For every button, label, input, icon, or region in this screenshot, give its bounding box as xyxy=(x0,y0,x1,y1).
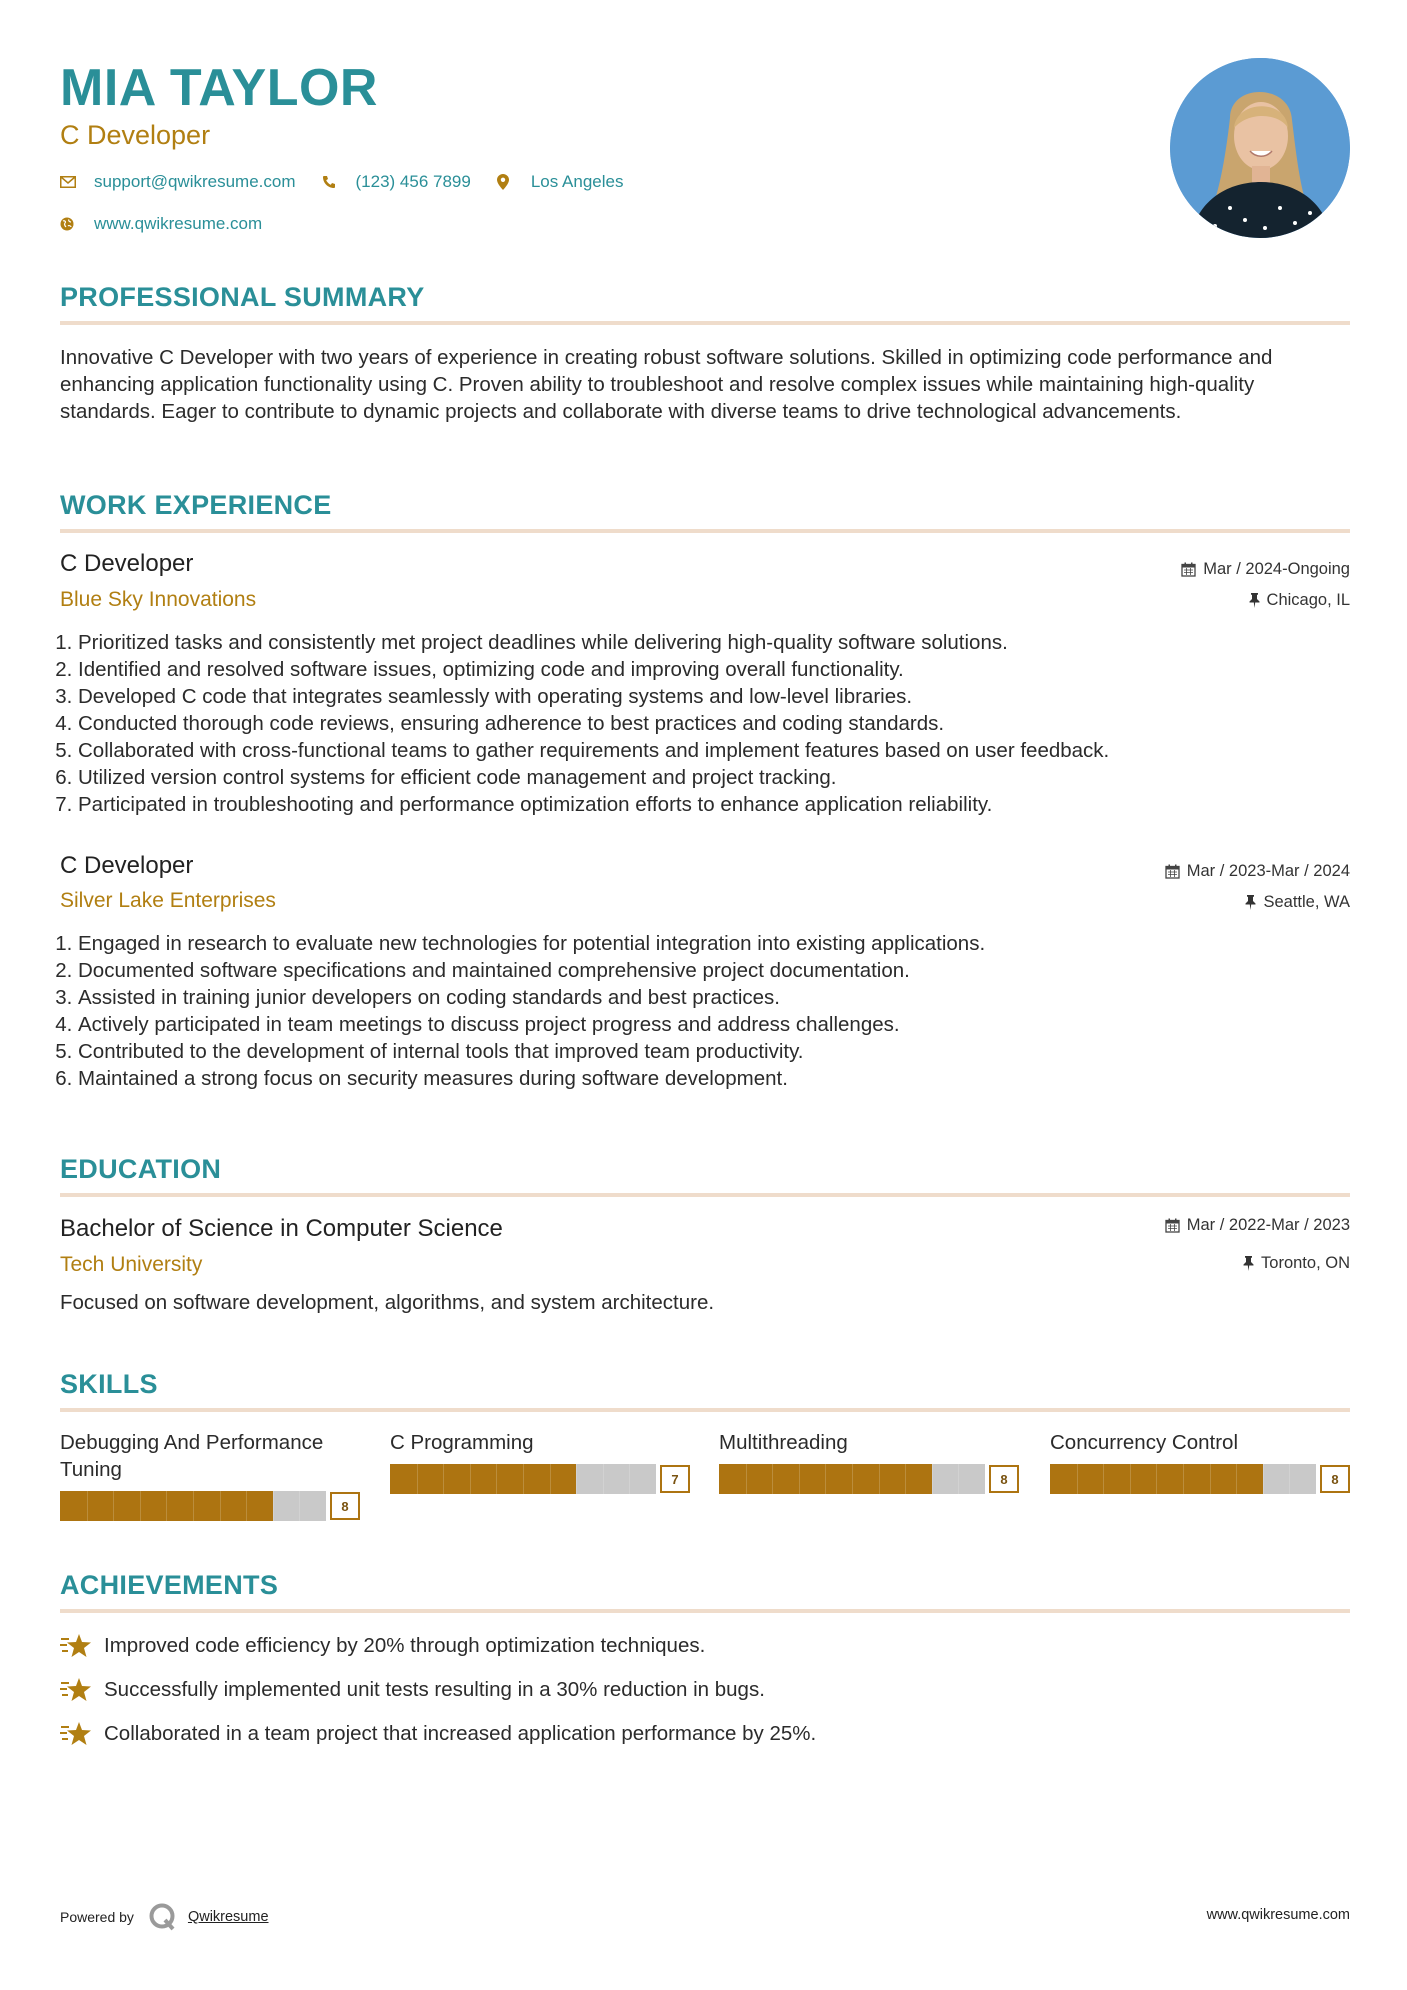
skill-bar-segment xyxy=(772,1464,773,1494)
skill-bar-track xyxy=(1050,1464,1316,1494)
skill-item xyxy=(719,1429,1019,1487)
job-company: Silver Lake Enterprises xyxy=(60,889,276,912)
skill-bar-segment xyxy=(166,1491,167,1521)
skill-bar-segment xyxy=(140,1491,141,1521)
contact-row xyxy=(60,172,649,192)
section-title-achievements: ACHIEVEMENTS xyxy=(60,1570,279,1600)
skill-bar-segment xyxy=(1236,1464,1237,1494)
skill-level-bar xyxy=(719,1464,1019,1494)
skill-bar-segment xyxy=(1210,1464,1211,1494)
pushpin-icon xyxy=(1249,593,1260,608)
education-dates xyxy=(1165,1216,1350,1235)
pushpin-icon xyxy=(1245,895,1256,910)
skill-name: Debugging And Performance Tuning xyxy=(60,1431,324,1481)
achievement-item xyxy=(60,1677,765,1703)
job-duties-list xyxy=(60,930,1350,1092)
job-dates xyxy=(1181,560,1350,579)
skill-bar-segment xyxy=(825,1464,826,1494)
skill-bar-segment xyxy=(852,1464,853,1494)
education-dates-text: Mar / 2022-Mar / 2023 xyxy=(1186,1216,1350,1234)
calendar-icon xyxy=(1181,562,1196,577)
location-text: Los Angeles xyxy=(530,172,624,191)
list-item: 4. Actively participated in team meetings to discuss project progress and address challenges. xyxy=(78,1011,1350,1038)
skill-score: 8 xyxy=(989,1465,1019,1493)
skill-bar-segment xyxy=(932,1464,933,1494)
job-location-text: Chicago, IL xyxy=(1266,591,1350,609)
skill-bar-segment xyxy=(1156,1464,1157,1494)
skill-level-bar xyxy=(390,1464,690,1494)
qwikresume-link[interactable]: Qwikresume xyxy=(187,1909,269,1925)
star-icon xyxy=(60,1677,94,1703)
star-icon xyxy=(60,1633,94,1659)
skill-bar-segment xyxy=(1263,1464,1264,1494)
list-item: 3. Assisted in training junior developers on coding standards and best practices. xyxy=(78,984,1350,1011)
skill-bar-segment xyxy=(273,1491,274,1521)
job-dates xyxy=(1165,862,1350,881)
list-item: 5. Contributed to the development of internal tools that improved team productivity. xyxy=(78,1038,1350,1065)
skill-bar-track xyxy=(60,1491,326,1521)
phone-number[interactable]: (123) 456 7899 xyxy=(355,172,471,191)
list-item: 1. Prioritized tasks and consistently met project deadlines while delivering high-quality software solutions. xyxy=(78,629,1350,656)
section-divider xyxy=(60,1609,1350,1613)
powered-by-label: Powered by xyxy=(60,1909,134,1925)
skill-bar-segment xyxy=(496,1464,497,1494)
candidate-name: MIA TAYLOR xyxy=(60,59,378,117)
list-item: 2. Documented software specifications and maintained comprehensive project documentation. xyxy=(78,957,1350,984)
skill-level-bar xyxy=(1050,1464,1350,1494)
section-divider xyxy=(60,529,1350,533)
job-duties-list xyxy=(60,629,1350,818)
education-location xyxy=(1243,1254,1350,1273)
job-dates-text: Mar / 2023-Mar / 2024 xyxy=(1186,862,1350,880)
skill-item xyxy=(390,1429,690,1487)
section-divider xyxy=(60,1193,1350,1197)
skill-level-bar xyxy=(60,1491,360,1521)
skill-name: Concurrency Control xyxy=(1050,1431,1238,1454)
skill-bar-segment xyxy=(1289,1464,1290,1494)
email-link[interactable]: support@qwikresume.com xyxy=(94,172,296,191)
list-item: 1. Engaged in research to evaluate new technologies for potential integration into existing applications. xyxy=(78,930,1350,957)
job-dates-text: Mar / 2024-Ongoing xyxy=(1203,560,1350,578)
website-link[interactable]: www.qwikresume.com xyxy=(94,214,263,233)
globe-icon xyxy=(60,217,84,231)
education-description: Focused on software development, algorithms, and system architecture. xyxy=(60,1291,715,1314)
list-item: 3. Developed C code that integrates seamlessly with operating systems and low-level libraries. xyxy=(78,683,1350,710)
section-title-summary: PROFESSIONAL SUMMARY xyxy=(60,282,425,312)
skill-score: 8 xyxy=(1320,1465,1350,1493)
skill-bar-segment xyxy=(603,1464,604,1494)
skill-bar-segment xyxy=(958,1464,959,1494)
skill-bar-segment xyxy=(905,1464,906,1494)
achievement-text: Collaborated in a team project that increased application performance by 25%. xyxy=(104,1722,817,1745)
skill-bar-segment xyxy=(246,1491,247,1521)
job-company: Blue Sky Innovations xyxy=(60,588,257,611)
qwikresume-logo-icon xyxy=(148,1902,178,1932)
skill-bar-segment xyxy=(1103,1464,1104,1494)
skill-bar-segment xyxy=(550,1464,551,1494)
skill-bar-segment xyxy=(113,1491,114,1521)
skill-bar-segment xyxy=(1183,1464,1184,1494)
skill-name: Multithreading xyxy=(719,1431,848,1454)
skill-bar-track xyxy=(390,1464,656,1494)
skill-score: 8 xyxy=(330,1492,360,1520)
job-location xyxy=(1245,893,1350,912)
education-location-text: Toronto, ON xyxy=(1261,1254,1350,1272)
skill-name: C Programming xyxy=(390,1431,534,1454)
pushpin-icon xyxy=(1243,1256,1254,1271)
section-title-skills: SKILLS xyxy=(60,1369,158,1399)
star-icon xyxy=(60,1721,94,1747)
achievement-item xyxy=(60,1721,816,1747)
phone-icon xyxy=(322,175,346,189)
skill-bar-segment xyxy=(220,1491,221,1521)
skill-bar-segment xyxy=(1130,1464,1131,1494)
candidate-role: C Developer xyxy=(60,120,211,150)
list-item: 5. Collaborated with cross-functional teams to gather requirements and implement features based on user feedback. xyxy=(78,737,1350,764)
job-title: C Developer xyxy=(60,550,194,577)
skill-bar-segment xyxy=(417,1464,418,1494)
list-item: 7. Participated in troubleshooting and performance optimization efforts to enhance application reliability. xyxy=(78,791,1350,818)
skill-bar-segment xyxy=(576,1464,577,1494)
resume-page xyxy=(60,0,1350,1990)
footer-powered-by xyxy=(60,1902,269,1932)
map-pin-icon xyxy=(497,174,521,190)
skill-bar-segment xyxy=(193,1491,194,1521)
skill-bar-segment xyxy=(87,1491,88,1521)
skill-item xyxy=(1050,1429,1350,1487)
skill-bar-segment xyxy=(470,1464,471,1494)
profile-photo xyxy=(1170,58,1350,238)
section-title-experience: WORK EXPERIENCE xyxy=(60,490,332,520)
achievement-text: Improved code efficiency by 20% through optimization techniques. xyxy=(104,1634,706,1657)
job-location-text: Seattle, WA xyxy=(1263,893,1350,911)
achievement-item xyxy=(60,1633,705,1659)
list-item: 6. Maintained a strong focus on security measures during software development. xyxy=(78,1065,1350,1092)
calendar-icon xyxy=(1165,1218,1180,1233)
skill-bar-segment xyxy=(879,1464,880,1494)
job-location xyxy=(1249,591,1350,610)
website-row xyxy=(60,214,288,234)
skill-bar-segment xyxy=(1077,1464,1078,1494)
section-divider xyxy=(60,1408,1350,1412)
skill-bar-segment xyxy=(443,1464,444,1494)
job-title: C Developer xyxy=(60,852,194,879)
skill-bar-segment xyxy=(299,1491,300,1521)
skill-bar-segment xyxy=(523,1464,524,1494)
skill-bar-segment xyxy=(799,1464,800,1494)
list-item: 6. Utilized version control systems for efficient code management and project tracking. xyxy=(78,764,1350,791)
achievement-text: Successfully implemented unit tests resulting in a 30% reduction in bugs. xyxy=(104,1678,765,1701)
footer-site[interactable]: www.qwikresume.com xyxy=(1206,1907,1350,1923)
skill-score: 7 xyxy=(660,1465,690,1493)
school-name: Tech University xyxy=(60,1253,203,1276)
skill-bar-segment xyxy=(746,1464,747,1494)
list-item: 4. Conducted thorough code reviews, ensuring adherence to best practices and coding standards. xyxy=(78,710,1350,737)
section-title-education: EDUCATION xyxy=(60,1154,222,1184)
summary-text: Innovative C Developer with two years of experience in creating robust software solutions. Skilled in optimizing code performance and enhancing application functionality using C. Proven ability to troubleshoot and resolve complex issues while maintaining high-quality standards. Eager to contribute to dynamic projects and collaborate with diverse teams to drive technological advancements. xyxy=(60,346,1273,423)
list-item: 2. Identified and resolved software issues, optimizing code and improving overall functionality. xyxy=(78,656,1350,683)
section-divider xyxy=(60,321,1350,325)
skill-bar-segment xyxy=(629,1464,630,1494)
skill-bar-track xyxy=(719,1464,985,1494)
calendar-icon xyxy=(1165,864,1180,879)
degree-title: Bachelor of Science in Computer Science xyxy=(60,1215,503,1242)
envelope-icon xyxy=(60,176,84,188)
skill-item xyxy=(60,1429,360,1514)
